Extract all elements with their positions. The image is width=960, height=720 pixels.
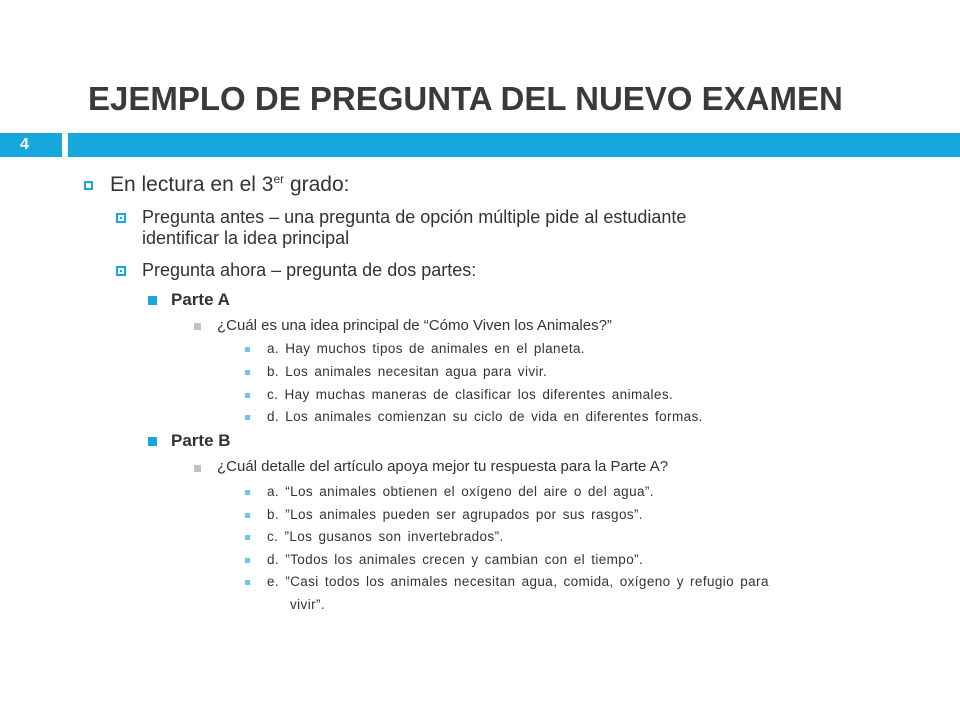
part-b-option: a. “Los animales obtienen el oxígeno del aire o del agua”. <box>267 484 654 499</box>
bullet-small-square-icon <box>245 558 250 563</box>
part-b-option: b. ”Los animales pueden ser agrupados por sus rasgos”. <box>267 507 644 522</box>
bullet-small-square-icon <box>245 370 250 375</box>
bullet-small-square-icon <box>245 415 250 420</box>
bullet-small-square-icon <box>245 347 250 352</box>
level1-tail: grado: <box>284 173 350 196</box>
before-question-line1: Pregunta antes – una pregunta de opción múltiple pide al estudiante <box>142 207 687 227</box>
now-question: Pregunta ahora – pregunta de dos partes: <box>142 260 477 280</box>
part-a-option: b. Los animales necesitan agua para vivir. <box>267 364 548 379</box>
part-b-option: d. ”Todos los animales crecen y cambian con el tiempo”. <box>267 552 644 567</box>
bullet-dotted-square-icon <box>116 213 126 223</box>
slide-title: EJEMPLO DE PREGUNTA DEL NUEVO EXAMEN <box>88 80 843 117</box>
part-a-option: d. Los animales comienzan su ciclo de vida en diferentes formas. <box>267 409 703 424</box>
bullet-small-square-icon <box>245 393 250 398</box>
bullet-small-square-icon <box>245 580 250 585</box>
level1-superscript: er <box>273 172 285 186</box>
part-b-question: ¿Cuál detalle del artículo apoya mejor tu respuesta para la Parte A? <box>217 458 669 475</box>
accent-bar-left <box>0 133 62 157</box>
part-a-label: Parte A <box>171 290 230 309</box>
bullet-small-square-icon <box>245 535 250 540</box>
before-question-line2: identificar la idea principal <box>142 228 350 248</box>
accent-bar-right <box>68 133 960 157</box>
slide-number: 4 <box>20 136 29 153</box>
part-a-option: c. Hay muchas maneras de clasificar los diferentes animales. <box>267 387 674 402</box>
bullet-grey-square-icon <box>194 323 201 330</box>
bullet-hollow-square-icon <box>84 181 93 190</box>
bullet-square-icon <box>148 437 157 446</box>
part-b-option-continuation: vivir”. <box>290 597 326 612</box>
part-b-option: c. ”Los gusanos son invertebrados”. <box>267 529 504 544</box>
part-a-question: ¿Cuál es una idea principal de “Cómo Viven los Animales?” <box>217 317 612 334</box>
part-b-label: Parte B <box>171 431 231 450</box>
bullet-small-square-icon <box>245 490 250 495</box>
bullet-dotted-square-icon <box>116 266 126 276</box>
level1-item <box>110 172 350 197</box>
level1-text: En lectura en el 3 <box>110 173 274 196</box>
bullet-square-icon <box>148 296 157 305</box>
bullet-small-square-icon <box>245 513 250 518</box>
bullet-grey-square-icon <box>194 465 201 472</box>
part-a-option: a. Hay muchos tipos de animales en el planeta. <box>267 341 586 356</box>
part-b-option: e. ”Casi todos los animales necesitan agua, comida, oxígeno y refugio para <box>267 574 769 589</box>
